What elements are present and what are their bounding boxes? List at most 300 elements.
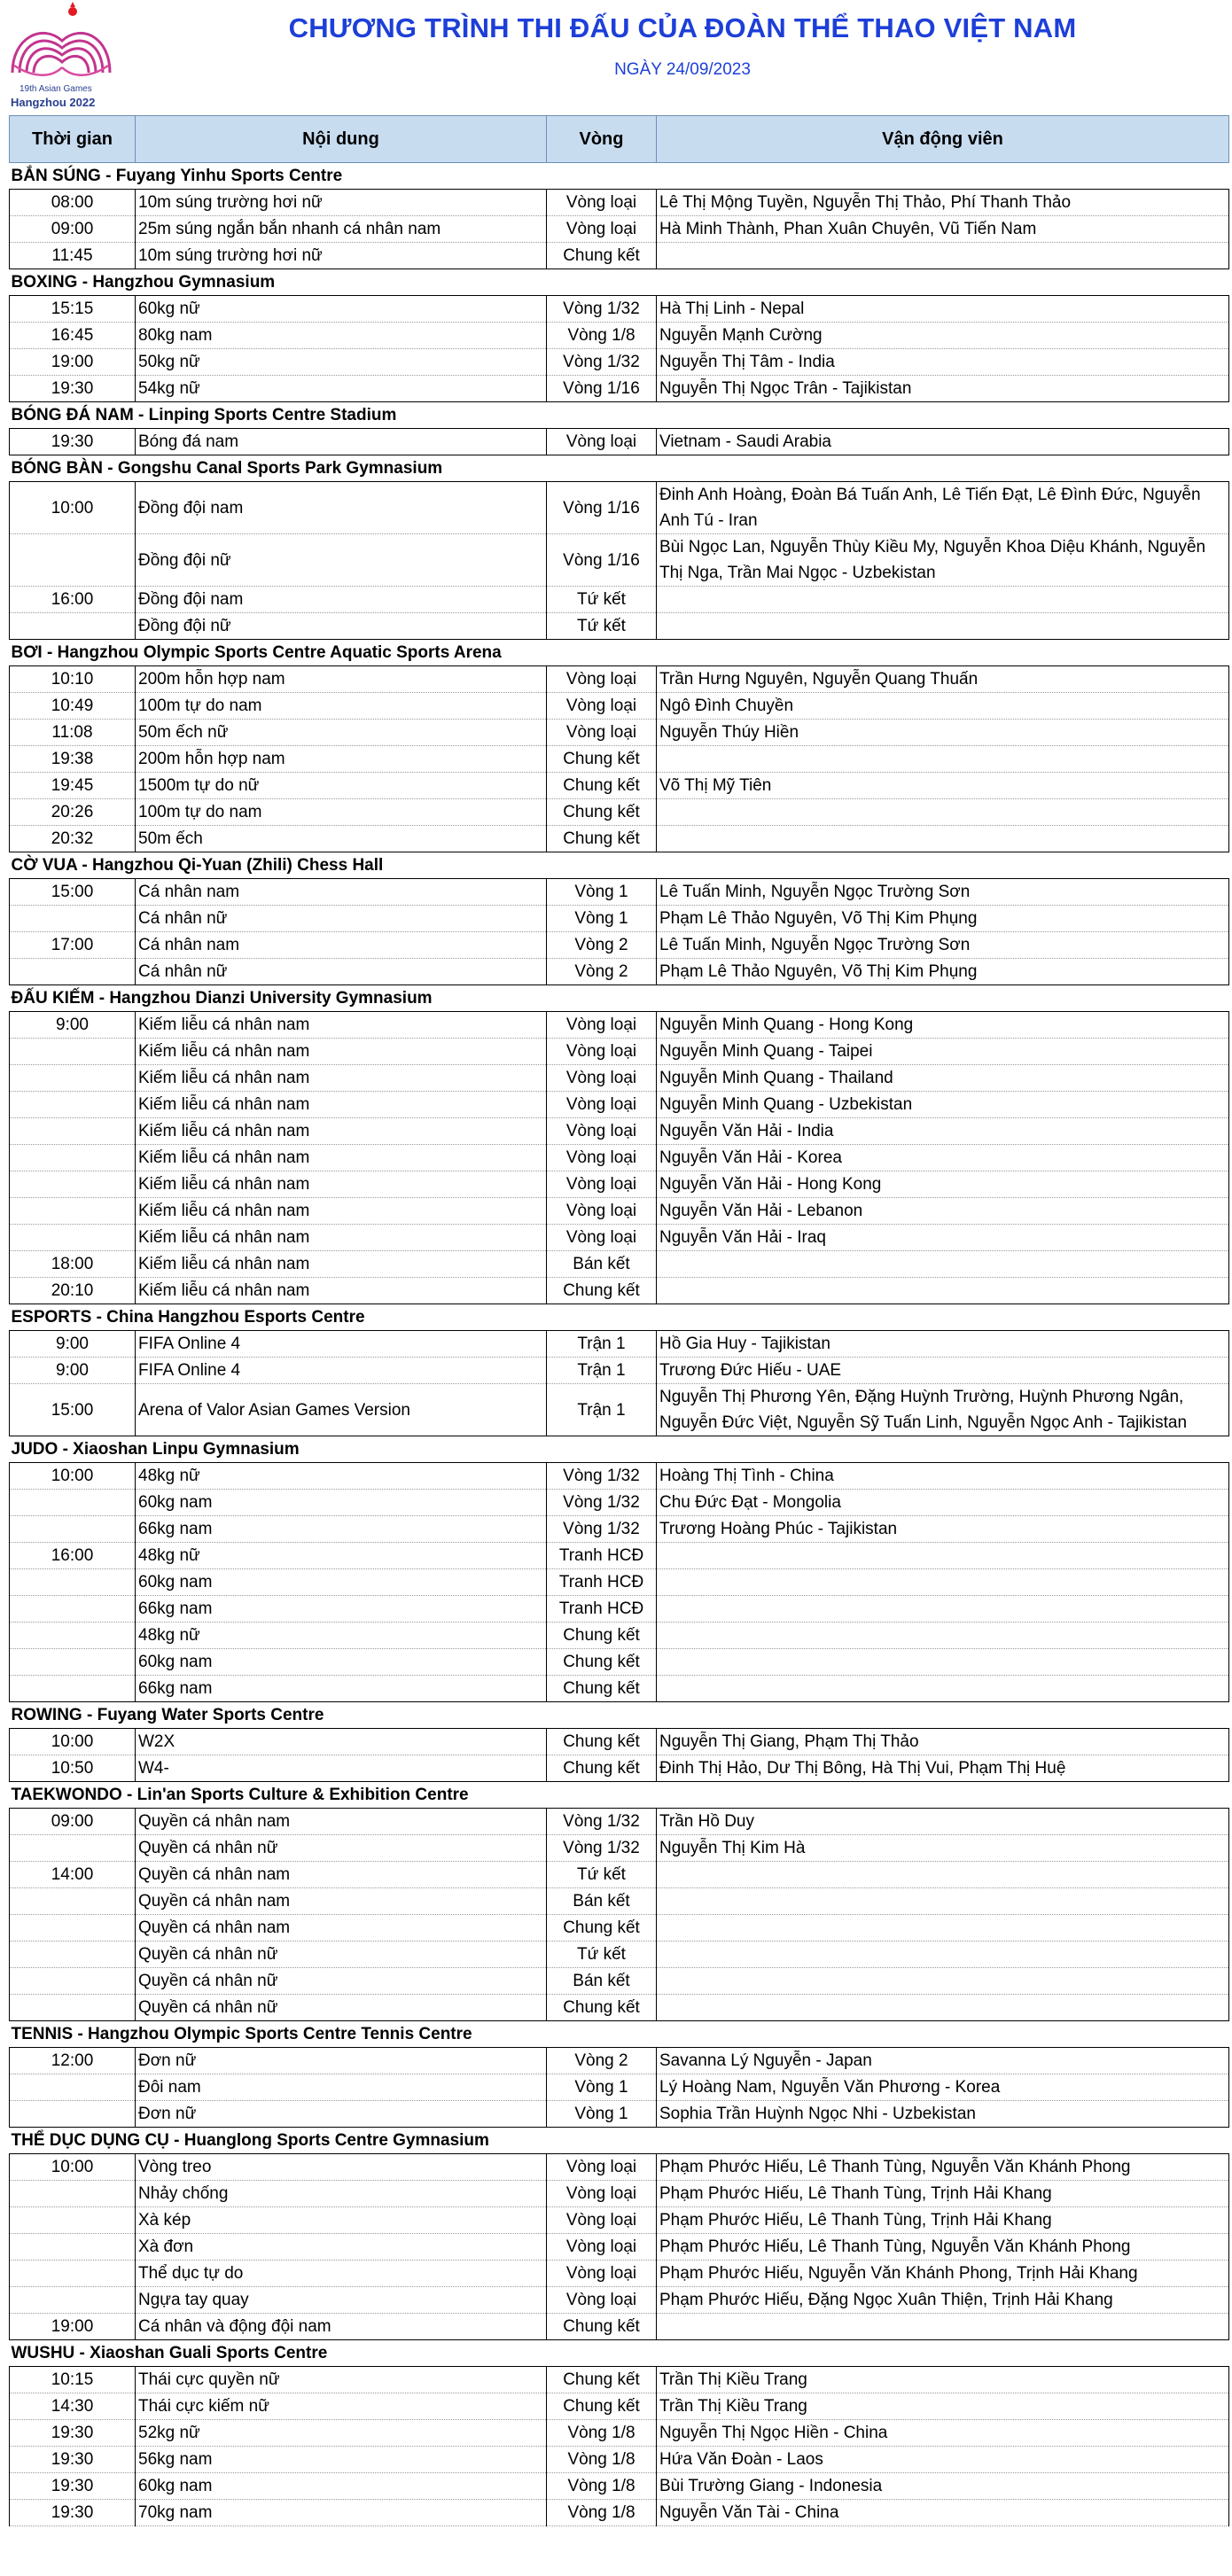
table-row xyxy=(10,693,1229,720)
cell-round: Vòng loại xyxy=(547,429,657,455)
cell-round: Vòng loại xyxy=(547,1225,657,1251)
cell-athletes xyxy=(657,1569,1229,1596)
cell-round: Vòng loại xyxy=(547,1065,657,1092)
column-header-round: Vòng xyxy=(547,116,657,163)
cell-event: Kiếm liễu cá nhân nam xyxy=(136,1251,547,1278)
schedule-body xyxy=(10,163,1229,2526)
cell-event: Kiếm liễu cá nhân nam xyxy=(136,1118,547,1145)
section-header-row xyxy=(10,1702,1229,1729)
cell-athletes xyxy=(657,1649,1229,1676)
section-header-row xyxy=(10,1436,1229,1463)
cell-time xyxy=(10,1649,136,1676)
cell-event: 60kg nam xyxy=(136,2473,547,2500)
cell-athletes: Lê Tuấn Minh, Nguyễn Ngọc Trường Sơn xyxy=(657,932,1229,959)
section-title: BƠI - Hangzhou Olympic Sports Centre Aquatic Sports Arena xyxy=(10,640,1229,666)
table-row xyxy=(10,2181,1229,2207)
cell-time: 14:00 xyxy=(10,1862,136,1888)
cell-event: 100m tự do nam xyxy=(136,799,547,826)
cell-event: Quyền cá nhân nữ xyxy=(136,1968,547,1995)
cell-round: Chung kết xyxy=(547,1278,657,1304)
table-row xyxy=(10,1331,1229,1358)
cell-event: Đồng đội nữ xyxy=(136,534,547,587)
cell-round: Vòng 1/32 xyxy=(547,1835,657,1862)
cell-round: Trận 1 xyxy=(547,1331,657,1358)
cell-athletes: Phạm Lê Thảo Nguyên, Võ Thị Kim Phụng xyxy=(657,959,1229,985)
cell-time xyxy=(10,1676,136,1702)
cell-athletes: Hà Thị Linh - Nepal xyxy=(657,296,1229,323)
cell-event: 10m súng trường hơi nữ xyxy=(136,190,547,216)
section-header-row xyxy=(10,1782,1229,1809)
cell-event: Kiếm liễu cá nhân nam xyxy=(136,1278,547,1304)
cell-athletes xyxy=(657,1888,1229,1915)
cell-athletes: Nguyễn Thị Ngọc Hiền - China xyxy=(657,2420,1229,2447)
cell-round: Tranh HCĐ xyxy=(547,1596,657,1623)
cell-athletes: Nguyễn Văn Tài - China xyxy=(657,2500,1229,2526)
cell-event: Đôi nam xyxy=(136,2074,547,2101)
cell-time: 11:45 xyxy=(10,243,136,269)
cell-athletes xyxy=(657,1676,1229,1702)
table-row xyxy=(10,2367,1229,2393)
cell-time: 19:38 xyxy=(10,746,136,773)
cell-athletes: Đinh Thị Hảo, Dư Thị Bông, Hà Thị Vui, Phạm Thị Huệ xyxy=(657,1755,1229,1782)
cell-round: Vòng 1/32 xyxy=(547,296,657,323)
cell-round: Chung kết xyxy=(547,1623,657,1649)
cell-event: 52kg nữ xyxy=(136,2420,547,2447)
cell-round: Chung kết xyxy=(547,1676,657,1702)
table-row xyxy=(10,613,1229,640)
cell-round: Vòng 1/8 xyxy=(547,2473,657,2500)
section-header-row xyxy=(10,640,1229,666)
cell-round: Vòng loại xyxy=(547,693,657,720)
cell-time xyxy=(10,1623,136,1649)
table-row xyxy=(10,2234,1229,2261)
cell-athletes xyxy=(657,1862,1229,1888)
cell-event: Xà đơn xyxy=(136,2234,547,2261)
cell-round: Vòng loại xyxy=(547,720,657,746)
cell-event: Kiếm liễu cá nhân nam xyxy=(136,1065,547,1092)
cell-time xyxy=(10,1065,136,1092)
cell-athletes: Nguyễn Thị Tâm - India xyxy=(657,349,1229,376)
cell-event: Cá nhân nữ xyxy=(136,906,547,932)
cell-athletes: Nguyễn Văn Hải - Hong Kong xyxy=(657,1171,1229,1198)
cell-athletes: Chu Đức Đạt - Mongolia xyxy=(657,1490,1229,1516)
cell-athletes: Bùi Trường Giang - Indonesia xyxy=(657,2473,1229,2500)
cell-athletes xyxy=(657,1543,1229,1569)
cell-event: 48kg nữ xyxy=(136,1623,547,1649)
cell-time xyxy=(10,1198,136,1225)
cell-athletes: Phạm Phước Hiếu, Nguyễn Văn Khánh Phong, Trịnh Hải Khang xyxy=(657,2261,1229,2287)
cell-time: 19:30 xyxy=(10,2420,136,2447)
cell-round: Vòng loại xyxy=(547,2207,657,2234)
cell-athletes: Phạm Phước Hiếu, Lê Thanh Tùng, Trịnh Hải Khang xyxy=(657,2181,1229,2207)
table-row xyxy=(10,1225,1229,1251)
cell-time xyxy=(10,1490,136,1516)
table-row xyxy=(10,1942,1229,1968)
cell-round: Tứ kết xyxy=(547,1862,657,1888)
section-header-row xyxy=(10,2128,1229,2154)
cell-athletes: Sophia Trần Huỳnh Ngọc Nhi - Uzbekistan xyxy=(657,2101,1229,2128)
table-row xyxy=(10,2420,1229,2447)
schedule-table xyxy=(9,115,1229,2526)
cell-athletes: Hứa Văn Đoàn - Laos xyxy=(657,2447,1229,2473)
table-row xyxy=(10,1649,1229,1676)
cell-event: 10m súng trường hơi nữ xyxy=(136,243,547,269)
section-title: JUDO - Xiaoshan Linpu Gymnasium xyxy=(10,1436,1229,1463)
cell-event: Cá nhân nam xyxy=(136,932,547,959)
section-title: BOXING - Hangzhou Gymnasium xyxy=(10,269,1229,296)
cell-event: Thể dục tự do xyxy=(136,2261,547,2287)
table-row xyxy=(10,1596,1229,1623)
table-row xyxy=(10,1278,1229,1304)
cell-round: Chung kết xyxy=(547,2393,657,2420)
cell-time xyxy=(10,1915,136,1942)
table-row xyxy=(10,1888,1229,1915)
cell-time: 19:30 xyxy=(10,2473,136,2500)
cell-athletes: Võ Thị Mỹ Tiên xyxy=(657,773,1229,799)
section-title: THỂ DỤC DỤNG CỤ - Huanglong Sports Centre Gymnasium xyxy=(10,2128,1229,2154)
cell-round: Chung kết xyxy=(547,1649,657,1676)
cell-athletes: Ngô Đình Chuyền xyxy=(657,693,1229,720)
cell-athletes: Nguyễn Minh Quang - Thailand xyxy=(657,1065,1229,1092)
cell-event: Kiếm liễu cá nhân nam xyxy=(136,1039,547,1065)
cell-round: Vòng 2 xyxy=(547,959,657,985)
cell-round: Vòng 2 xyxy=(547,932,657,959)
cell-athletes xyxy=(657,1915,1229,1942)
cell-time: 10:10 xyxy=(10,666,136,693)
cell-time xyxy=(10,1516,136,1543)
cell-athletes: Nguyễn Minh Quang - Uzbekistan xyxy=(657,1092,1229,1118)
cell-event: 60kg nam xyxy=(136,1490,547,1516)
cell-event: Cá nhân và động đội nam xyxy=(136,2314,547,2340)
cell-time: 19:00 xyxy=(10,2314,136,2340)
cell-round: Tứ kết xyxy=(547,587,657,613)
cell-time: 19:45 xyxy=(10,773,136,799)
cell-time: 9:00 xyxy=(10,1331,136,1358)
cell-round: Trận 1 xyxy=(547,1358,657,1384)
table-row xyxy=(10,773,1229,799)
table-row xyxy=(10,1809,1229,1835)
cell-round: Vòng 1/16 xyxy=(547,534,657,587)
cell-event: Kiếm liễu cá nhân nam xyxy=(136,1145,547,1171)
table-row xyxy=(10,1251,1229,1278)
table-row xyxy=(10,746,1229,773)
cell-event: 70kg nam xyxy=(136,2500,547,2526)
cell-round: Tứ kết xyxy=(547,613,657,640)
cell-event: 60kg nam xyxy=(136,1569,547,1596)
cell-round: Vòng loại xyxy=(547,2154,657,2181)
cell-round: Vòng 1/8 xyxy=(547,2420,657,2447)
cell-event: Quyền cá nhân nam xyxy=(136,1862,547,1888)
cell-event: 56kg nam xyxy=(136,2447,547,2473)
table-row xyxy=(10,959,1229,985)
cell-round: Chung kết xyxy=(547,1995,657,2021)
logo-caption-line2: Hangzhou 2022 xyxy=(11,96,96,109)
cell-round: Chung kết xyxy=(547,773,657,799)
cell-event: Đơn nữ xyxy=(136,2048,547,2074)
cell-time: 14:30 xyxy=(10,2393,136,2420)
section-header-row xyxy=(10,402,1229,429)
cell-event: Kiếm liễu cá nhân nam xyxy=(136,1198,547,1225)
cell-round: Tranh HCĐ xyxy=(547,1543,657,1569)
cell-event: 200m hỗn hợp nam xyxy=(136,746,547,773)
cell-athletes: Phạm Phước Hiếu, Lê Thanh Tùng, Nguyễn Văn Khánh Phong xyxy=(657,2154,1229,2181)
table-row xyxy=(10,323,1229,349)
cell-time xyxy=(10,959,136,985)
cell-time xyxy=(10,534,136,587)
cell-round: Vòng 1 xyxy=(547,906,657,932)
cell-time: 10:15 xyxy=(10,2367,136,2393)
cell-event: Đồng đội nữ xyxy=(136,613,547,640)
cell-athletes: Nguyễn Văn Hải - Lebanon xyxy=(657,1198,1229,1225)
section-title: BÓNG ĐÁ NAM - Linping Sports Centre Stadium xyxy=(10,402,1229,429)
cell-time: 20:26 xyxy=(10,799,136,826)
table-row xyxy=(10,2048,1229,2074)
table-row xyxy=(10,190,1229,216)
cell-event: Thái cực kiếm nữ xyxy=(136,2393,547,2420)
cell-time: 10:50 xyxy=(10,1755,136,1782)
table-row xyxy=(10,1755,1229,1782)
cell-event: Quyền cá nhân nam xyxy=(136,1888,547,1915)
cell-round: Chung kết xyxy=(547,746,657,773)
table-row xyxy=(10,2101,1229,2128)
page-title: CHƯƠNG TRÌNH THI ĐẤU CỦA ĐOÀN THỂ THAO VIỆT NAM xyxy=(288,12,1077,43)
cell-time: 10:00 xyxy=(10,1729,136,1755)
cell-round: Vòng loại xyxy=(547,1118,657,1145)
cell-event: 48kg nữ xyxy=(136,1543,547,1569)
table-row xyxy=(10,1039,1229,1065)
table-header-row xyxy=(10,116,1229,163)
cell-athletes: Hoàng Thị Tình - China xyxy=(657,1463,1229,1490)
cell-athletes: Nguyễn Văn Hải - Iraq xyxy=(657,1225,1229,1251)
cell-time xyxy=(10,1171,136,1198)
cell-time xyxy=(10,1835,136,1862)
cell-round: Vòng loại xyxy=(547,1145,657,1171)
cell-time: 17:00 xyxy=(10,932,136,959)
table-row xyxy=(10,906,1229,932)
cell-athletes: Nguyễn Thúy Hiền xyxy=(657,720,1229,746)
table-row xyxy=(10,2261,1229,2287)
cell-round: Tứ kết xyxy=(547,1942,657,1968)
cell-event: 80kg nam xyxy=(136,323,547,349)
cell-time xyxy=(10,1569,136,1596)
cell-event: Bóng đá nam xyxy=(136,429,547,455)
cell-time: 10:00 xyxy=(10,2154,136,2181)
cell-time: 19:30 xyxy=(10,2500,136,2526)
table-row xyxy=(10,720,1229,746)
section-title: ESPORTS - China Hangzhou Esports Centre xyxy=(10,1304,1229,1331)
cell-time xyxy=(10,1118,136,1145)
cell-event: Vòng treo xyxy=(136,2154,547,2181)
cell-athletes xyxy=(657,1251,1229,1278)
table-row xyxy=(10,826,1229,852)
cell-athletes xyxy=(657,826,1229,852)
cell-time xyxy=(10,2101,136,2128)
table-row xyxy=(10,1171,1229,1198)
cell-round: Bán kết xyxy=(547,1888,657,1915)
cell-athletes: Trần Hồ Duy xyxy=(657,1809,1229,1835)
cell-round: Vòng loại xyxy=(547,1039,657,1065)
cell-athletes xyxy=(657,746,1229,773)
section-header-row xyxy=(10,1304,1229,1331)
table-row xyxy=(10,376,1229,402)
cell-event: Kiếm liễu cá nhân nam xyxy=(136,1092,547,1118)
cell-time xyxy=(10,2207,136,2234)
cell-round: Vòng 1 xyxy=(547,879,657,906)
cell-athletes xyxy=(657,243,1229,269)
cell-time xyxy=(10,613,136,640)
table-row xyxy=(10,1968,1229,1995)
table-row xyxy=(10,1569,1229,1596)
cell-athletes: Bùi Ngọc Lan, Nguyễn Thùy Kiều My, Nguyễn Khoa Diệu Khánh, Nguyễn Thị Nga, Trần Mai Ngọc - Uzbekistan xyxy=(657,534,1229,587)
column-header-time: Thời gian xyxy=(10,116,136,163)
cell-event: W2X xyxy=(136,1729,547,1755)
table-row xyxy=(10,1358,1229,1384)
cell-round: Vòng 1 xyxy=(547,2101,657,2128)
cell-athletes xyxy=(657,1596,1229,1623)
cell-athletes xyxy=(657,1968,1229,1995)
cell-time: 11:08 xyxy=(10,720,136,746)
cell-round: Vòng loại xyxy=(547,666,657,693)
cell-athletes: Lê Tuấn Minh, Nguyễn Ngọc Trường Sơn xyxy=(657,879,1229,906)
cell-event: 1500m tự do nữ xyxy=(136,773,547,799)
cell-athletes: Lê Thị Mộng Tuyền, Nguyễn Thị Thảo, Phí Thanh Thảo xyxy=(657,190,1229,216)
cell-time: 12:00 xyxy=(10,2048,136,2074)
cell-athletes xyxy=(657,1278,1229,1304)
table-row xyxy=(10,1065,1229,1092)
cell-athletes: Lý Hoàng Nam, Nguyễn Văn Phương - Korea xyxy=(657,2074,1229,2101)
table-row xyxy=(10,296,1229,323)
cell-round: Chung kết xyxy=(547,1915,657,1942)
cell-event: Quyền cá nhân nam xyxy=(136,1809,547,1835)
cell-event: FIFA Online 4 xyxy=(136,1331,547,1358)
cell-round: Bán kết xyxy=(547,1251,657,1278)
cell-event: Arena of Valor Asian Games Version xyxy=(136,1384,547,1436)
cell-round: Vòng 1/16 xyxy=(547,376,657,402)
table-row xyxy=(10,1490,1229,1516)
cell-round: Chung kết xyxy=(547,826,657,852)
cell-round: Vòng 1/32 xyxy=(547,1516,657,1543)
cell-athletes: Phạm Phước Hiếu, Lê Thanh Tùng, Nguyễn Văn Khánh Phong xyxy=(657,2234,1229,2261)
cell-time: 19:30 xyxy=(10,429,136,455)
table-row xyxy=(10,349,1229,376)
cell-event: 60kg nữ xyxy=(136,296,547,323)
cell-event: 60kg nam xyxy=(136,1649,547,1676)
table-row xyxy=(10,799,1229,826)
cell-event: Kiếm liễu cá nhân nam xyxy=(136,1012,547,1039)
cell-event: 48kg nữ xyxy=(136,1463,547,1490)
cell-round: Vòng 1 xyxy=(547,2074,657,2101)
cell-athletes: Hồ Gia Huy - Tajikistan xyxy=(657,1331,1229,1358)
cell-round: Vòng 1/32 xyxy=(547,1490,657,1516)
cell-athletes: Phạm Phước Hiếu, Lê Thanh Tùng, Trịnh Hải Khang xyxy=(657,2207,1229,2234)
cell-round: Vòng loại xyxy=(547,1092,657,1118)
cell-time: 9:00 xyxy=(10,1358,136,1384)
cell-athletes: Nguyễn Thị Ngọc Trân - Tajikistan xyxy=(657,376,1229,402)
cell-event: Đơn nữ xyxy=(136,2101,547,2128)
cell-athletes: Nguyễn Văn Hải - Korea xyxy=(657,1145,1229,1171)
table-row xyxy=(10,429,1229,455)
section-header-row xyxy=(10,2340,1229,2367)
cell-time: 20:32 xyxy=(10,826,136,852)
cell-round: Vòng loại xyxy=(547,2234,657,2261)
cell-athletes: Phạm Lê Thảo Nguyên, Võ Thị Kim Phụng xyxy=(657,906,1229,932)
cell-athletes xyxy=(657,587,1229,613)
table-row xyxy=(10,1623,1229,1649)
cell-event: FIFA Online 4 xyxy=(136,1358,547,1384)
cell-time: 9:00 xyxy=(10,1012,136,1039)
cell-athletes: Trương Đức Hiếu - UAE xyxy=(657,1358,1229,1384)
cell-athletes: Trương Hoàng Phúc - Tajikistan xyxy=(657,1516,1229,1543)
section-header-row xyxy=(10,985,1229,1012)
table-row xyxy=(10,1384,1229,1436)
cell-round: Vòng 1/8 xyxy=(547,2447,657,2473)
table-row xyxy=(10,2314,1229,2340)
cell-athletes: Trần Thị Kiều Trang xyxy=(657,2367,1229,2393)
cell-event: 50m ếch nữ xyxy=(136,720,547,746)
cell-round: Chung kết xyxy=(547,1755,657,1782)
cell-athletes: Nguyễn Mạnh Cường xyxy=(657,323,1229,349)
section-header-row xyxy=(10,269,1229,296)
cell-athletes xyxy=(657,799,1229,826)
cell-event: Quyền cá nhân nữ xyxy=(136,1835,547,1862)
section-title: WUSHU - Xiaoshan Guali Sports Centre xyxy=(10,2340,1229,2367)
cell-time: 19:00 xyxy=(10,349,136,376)
cell-time: 10:49 xyxy=(10,693,136,720)
section-header-row xyxy=(10,163,1229,190)
cell-round: Vòng 1/8 xyxy=(547,2500,657,2526)
cell-athletes: Hà Minh Thành, Phan Xuân Chuyên, Vũ Tiến Nam xyxy=(657,216,1229,243)
table-row xyxy=(10,2207,1229,2234)
cell-time: 19:30 xyxy=(10,376,136,402)
table-row xyxy=(10,1676,1229,1702)
cell-athletes: Đinh Anh Hoàng, Đoàn Bá Tuấn Anh, Lê Tiến Đạt, Lê Đình Đức, Nguyễn Anh Tú - Iran xyxy=(657,482,1229,534)
table-row xyxy=(10,1145,1229,1171)
cell-time: 10:00 xyxy=(10,1463,136,1490)
cell-athletes xyxy=(657,2314,1229,2340)
cell-time xyxy=(10,1596,136,1623)
table-row xyxy=(10,1516,1229,1543)
cell-time xyxy=(10,1225,136,1251)
cell-time: 10:00 xyxy=(10,482,136,534)
page-date: NGÀY 24/09/2023 xyxy=(614,60,751,79)
cell-time: 20:10 xyxy=(10,1278,136,1304)
cell-round: Vòng 1/32 xyxy=(547,349,657,376)
table-row xyxy=(10,1835,1229,1862)
table-row xyxy=(10,2154,1229,2181)
schedule-table-wrapper xyxy=(9,115,1228,2526)
cell-time xyxy=(10,1039,136,1065)
cell-event: Nhảy chống xyxy=(136,2181,547,2207)
section-header-row xyxy=(10,2021,1229,2048)
logo-caption-line1: 19th Asian Games xyxy=(19,84,92,94)
cell-time xyxy=(10,1942,136,1968)
cell-athletes xyxy=(657,1942,1229,1968)
cell-time: 19:30 xyxy=(10,2447,136,2473)
cell-athletes: Nguyễn Thị Giang, Phạm Thị Thảo xyxy=(657,1729,1229,1755)
cell-round: Vòng loại xyxy=(547,1012,657,1039)
table-row xyxy=(10,587,1229,613)
cell-time xyxy=(10,1968,136,1995)
cell-time: 16:45 xyxy=(10,323,136,349)
table-row xyxy=(10,216,1229,243)
table-row xyxy=(10,2447,1229,2473)
cell-time xyxy=(10,2261,136,2287)
table-row xyxy=(10,534,1229,587)
cell-time: 18:00 xyxy=(10,1251,136,1278)
cell-athletes: Savanna Lý Nguyễn - Japan xyxy=(657,2048,1229,2074)
cell-round: Chung kết xyxy=(547,243,657,269)
section-title: ĐẤU KIẾM - Hangzhou Dianzi University Gymnasium xyxy=(10,985,1229,1012)
